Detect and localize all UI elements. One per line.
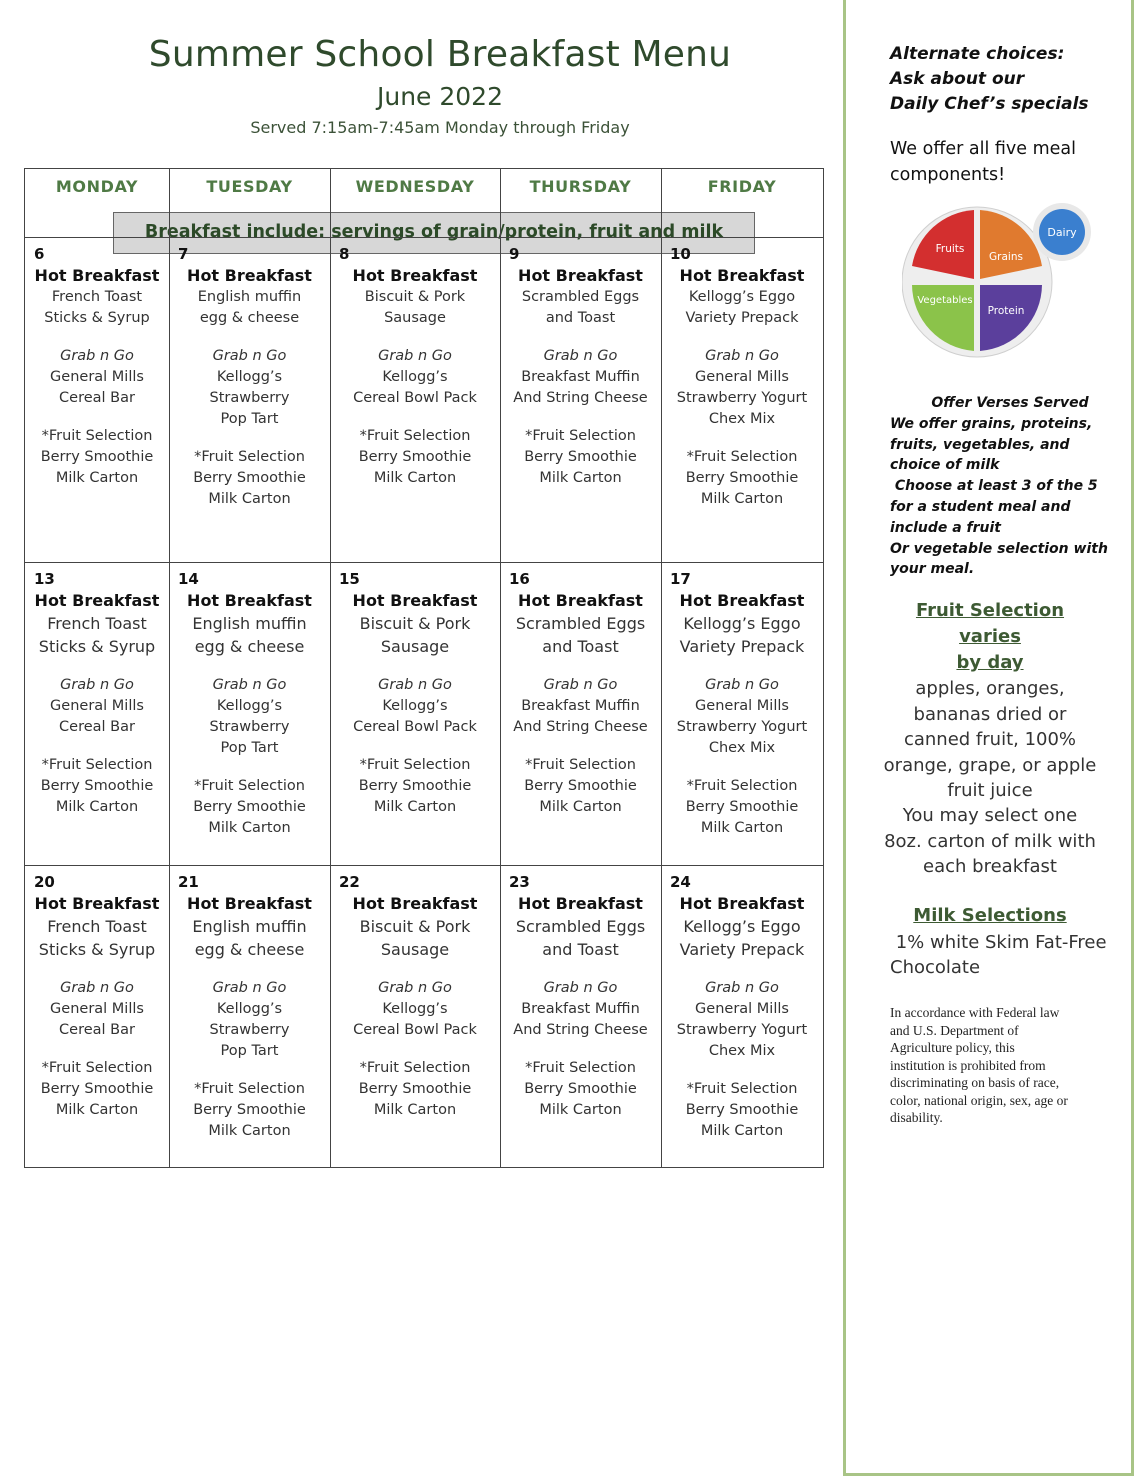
extra-item: Milk Carton bbox=[55, 799, 139, 815]
hot-item: English muffin bbox=[192, 614, 307, 633]
nondiscrimination-statement bbox=[890, 1004, 1102, 1127]
legal-line: Agriculture policy, this bbox=[890, 1040, 1015, 1055]
grab-item: Kellogg’s bbox=[216, 698, 283, 714]
spacer bbox=[330, 658, 500, 675]
date-number: 9 bbox=[509, 245, 520, 263]
extra-item: *Fruit Selection bbox=[41, 757, 153, 773]
hot-breakfast-label: Hot Breakfast bbox=[679, 894, 805, 913]
day-menu bbox=[330, 265, 500, 489]
extra-item: Berry Smoothie bbox=[358, 449, 472, 465]
milk-line: 1% white Skim Fat-Free bbox=[890, 932, 1107, 953]
hot-item: Sausage bbox=[380, 637, 450, 656]
day-cell bbox=[330, 865, 500, 1167]
hot-item: English muffin bbox=[192, 917, 307, 936]
spacer bbox=[661, 430, 823, 447]
grab-item: Strawberry bbox=[209, 390, 290, 406]
grab-item: And String Cheese bbox=[513, 390, 648, 406]
extra-item: Berry Smoothie bbox=[40, 449, 154, 465]
extra-item: Milk Carton bbox=[208, 820, 291, 836]
extra-item: *Fruit Selection bbox=[359, 428, 471, 444]
protein-label: Protein bbox=[987, 305, 1025, 317]
menu-month: June 2022 bbox=[376, 82, 503, 111]
day-header-tuesday: TUESDAY bbox=[206, 177, 293, 196]
day-cell bbox=[661, 237, 823, 562]
day-menu bbox=[25, 893, 169, 1121]
milk-selections-list bbox=[890, 930, 1110, 980]
spacer bbox=[25, 658, 169, 675]
milk-note-line: each breakfast bbox=[923, 856, 1057, 877]
day-menu bbox=[500, 265, 661, 489]
extra-item: Milk Carton bbox=[700, 491, 784, 507]
extra-item: Berry Smoothie bbox=[358, 1081, 472, 1097]
extra-item: Berry Smoothie bbox=[685, 799, 799, 815]
hot-item: French Toast bbox=[51, 289, 143, 305]
grab-item: General Mills bbox=[695, 369, 789, 385]
grab-item: Breakfast Muffin bbox=[521, 1001, 640, 1017]
extra-item: Berry Smoothie bbox=[358, 778, 472, 794]
grab-n-go-label: Grab n Go bbox=[705, 980, 779, 996]
date-number: 20 bbox=[34, 873, 55, 891]
spacer bbox=[25, 961, 169, 978]
spacer bbox=[500, 738, 661, 755]
day-menu bbox=[169, 265, 330, 510]
hot-item: Kellogg’s Eggo bbox=[683, 614, 801, 633]
legal-line: institution is prohibited from bbox=[890, 1057, 1046, 1073]
ovs-line: We offer grains, proteins, bbox=[890, 415, 1093, 432]
fruit-line: bananas dried or bbox=[913, 703, 1067, 725]
day-menu bbox=[661, 590, 823, 839]
day-menu bbox=[25, 265, 169, 489]
grab-item: Cereal Bowl Pack bbox=[353, 1022, 477, 1038]
spacer bbox=[500, 409, 661, 426]
grab-item: Pop Tart bbox=[220, 740, 279, 756]
day-cell bbox=[661, 865, 823, 1167]
extra-item: Milk Carton bbox=[373, 1102, 457, 1118]
spacer bbox=[330, 738, 500, 755]
hot-item: Biscuit & Pork bbox=[364, 289, 466, 305]
offer-line: We offer all five meal bbox=[890, 139, 1077, 159]
extra-item: Berry Smoothie bbox=[685, 470, 799, 486]
day-cell bbox=[25, 237, 169, 562]
extra-item: *Fruit Selection bbox=[194, 778, 305, 794]
hot-item: egg & cheese bbox=[194, 637, 305, 656]
grab-item: General Mills bbox=[50, 1001, 144, 1017]
grab-item: Cereal Bar bbox=[59, 390, 135, 406]
grab-item: And String Cheese bbox=[513, 1022, 648, 1038]
grab-n-go-label: Grab n Go bbox=[60, 980, 134, 996]
spacer bbox=[169, 1062, 330, 1079]
fruit-line: canned fruit, 100% bbox=[903, 729, 1077, 750]
grab-n-go-label: Grab n Go bbox=[212, 980, 287, 996]
grab-n-go-label: Grab n Go bbox=[543, 677, 618, 693]
fruit-line: apples, oranges, bbox=[915, 678, 1065, 699]
extra-item: Milk Carton bbox=[700, 1123, 784, 1139]
day-menu bbox=[169, 590, 330, 839]
extra-item: *Fruit Selection bbox=[525, 1060, 636, 1076]
day-cell bbox=[500, 237, 661, 562]
grab-item: Cereal Bar bbox=[59, 1022, 135, 1038]
spacer bbox=[169, 329, 330, 346]
extra-item: *Fruit Selection bbox=[359, 757, 471, 773]
date-number: 21 bbox=[178, 873, 199, 891]
day-menu bbox=[500, 590, 661, 818]
milk-note-line: 8oz. carton of milk with bbox=[884, 830, 1096, 852]
hot-item: Variety Prepack bbox=[679, 940, 805, 959]
grab-n-go-label: Grab n Go bbox=[378, 348, 452, 364]
ovs-line: Or vegetable selection with bbox=[890, 540, 1108, 557]
milk-selections-heading: Milk Selections bbox=[913, 905, 1067, 926]
grab-item: Breakfast Muffin bbox=[521, 369, 640, 385]
alt-line: Ask about our bbox=[890, 69, 1025, 89]
extra-item: Berry Smoothie bbox=[193, 799, 306, 815]
extra-item: Berry Smoothie bbox=[193, 470, 306, 486]
day-menu bbox=[661, 265, 823, 510]
hot-breakfast-label: Hot Breakfast bbox=[352, 266, 478, 285]
legal-line: disability. bbox=[890, 1110, 943, 1125]
hot-breakfast-label: Hot Breakfast bbox=[518, 591, 643, 610]
hot-breakfast-label: Hot Breakfast bbox=[187, 266, 312, 285]
ovs-line: choice of milk bbox=[890, 457, 1000, 474]
spacer bbox=[25, 1041, 169, 1058]
grab-item: Chex Mix bbox=[708, 411, 776, 427]
day-menu bbox=[169, 893, 330, 1142]
grab-n-go-label: Grab n Go bbox=[543, 980, 618, 996]
ovs-line: for a student meal and bbox=[890, 498, 1071, 515]
spacer bbox=[661, 329, 823, 346]
spacer bbox=[25, 409, 169, 426]
legal-line: discriminating on basis of race, bbox=[890, 1075, 1060, 1090]
hot-breakfast-label: Hot Breakfast bbox=[679, 266, 805, 285]
hot-item: Sticks & Syrup bbox=[38, 637, 156, 656]
spacer bbox=[500, 961, 661, 978]
spacer bbox=[661, 759, 823, 776]
hot-item: Biscuit & Pork bbox=[359, 917, 471, 936]
grab-n-go-label: Grab n Go bbox=[378, 677, 452, 693]
extra-item: Berry Smoothie bbox=[193, 1102, 306, 1118]
hot-item: Scrambled Eggs bbox=[521, 289, 640, 305]
dairy-label: Dairy bbox=[1047, 226, 1077, 239]
day-menu bbox=[500, 893, 661, 1121]
date-number: 8 bbox=[339, 245, 350, 263]
milk-selections-heading-wrap bbox=[884, 903, 1096, 929]
extra-item: Milk Carton bbox=[539, 799, 622, 815]
extra-item: *Fruit Selection bbox=[686, 1081, 798, 1097]
grab-item: Cereal Bowl Pack bbox=[353, 719, 477, 735]
menu-title: Summer School Breakfast Menu bbox=[148, 34, 732, 75]
legal-line: color, national origin, sex, age or bbox=[890, 1092, 1068, 1108]
grab-item: Kellogg’s bbox=[382, 698, 448, 714]
hot-item: Sausage bbox=[380, 940, 450, 959]
spacer bbox=[661, 1062, 823, 1079]
grab-n-go-label: Grab n Go bbox=[212, 348, 287, 364]
day-header-monday: MONDAY bbox=[55, 177, 139, 196]
day-menu bbox=[661, 893, 823, 1142]
spacer bbox=[661, 961, 823, 978]
day-header-wednesday: WEDNESDAY bbox=[355, 177, 475, 196]
extra-item: *Fruit Selection bbox=[41, 1060, 153, 1076]
grab-item: Strawberry Yogurt bbox=[676, 1022, 808, 1038]
fruit-heading: Fruit Selection varies bbox=[915, 600, 1065, 647]
grab-n-go-label: Grab n Go bbox=[378, 980, 452, 996]
grab-n-go-label: Grab n Go bbox=[543, 348, 618, 364]
spacer bbox=[330, 961, 500, 978]
hot-item: Sausage bbox=[384, 310, 446, 326]
spacer bbox=[169, 430, 330, 447]
date-number: 24 bbox=[670, 873, 691, 891]
spacer bbox=[500, 1041, 661, 1058]
spacer bbox=[169, 961, 330, 978]
fruit-line: orange, grape, or apple bbox=[883, 754, 1097, 776]
extra-item: *Fruit Selection bbox=[359, 1060, 471, 1076]
legal-line: and U.S. Department of bbox=[890, 1022, 1019, 1038]
day-cell bbox=[169, 865, 330, 1167]
hot-breakfast-label: Hot Breakfast bbox=[187, 591, 312, 610]
hot-breakfast-label: Hot Breakfast bbox=[352, 894, 478, 913]
grab-item: Cereal Bowl Pack bbox=[353, 390, 477, 406]
ovs-title: Offer Verses Served bbox=[931, 395, 1089, 411]
day-menu bbox=[25, 590, 169, 818]
extra-item: *Fruit Selection bbox=[194, 449, 305, 465]
hot-item: and Toast bbox=[542, 637, 619, 656]
grab-item: Pop Tart bbox=[220, 411, 279, 427]
calendar-grid bbox=[24, 168, 824, 1168]
milk-note-line: You may select one bbox=[902, 805, 1078, 826]
spacer bbox=[25, 738, 169, 755]
grab-n-go-label: Grab n Go bbox=[705, 348, 779, 364]
grab-item: General Mills bbox=[695, 698, 789, 714]
grab-item: Breakfast Muffin bbox=[521, 698, 640, 714]
grab-item: Kellogg’s bbox=[382, 369, 448, 385]
extra-item: Berry Smoothie bbox=[524, 1081, 637, 1097]
fruits-label: Fruits bbox=[935, 243, 965, 255]
hot-item: egg & cheese bbox=[199, 310, 300, 326]
extra-item: Berry Smoothie bbox=[524, 449, 637, 465]
date-number: 6 bbox=[34, 245, 45, 263]
grab-item: General Mills bbox=[50, 698, 144, 714]
extra-item: Milk Carton bbox=[373, 470, 457, 486]
extra-item: Milk Carton bbox=[539, 1102, 622, 1118]
plate-rim bbox=[902, 207, 1052, 357]
grab-n-go-label: Grab n Go bbox=[60, 348, 134, 364]
extra-item: Milk Carton bbox=[539, 470, 622, 486]
date-number: 23 bbox=[509, 873, 530, 891]
hot-item: egg & cheese bbox=[194, 940, 305, 959]
hot-item: Biscuit & Pork bbox=[359, 614, 471, 633]
meal-components-note bbox=[890, 136, 1076, 188]
alt-line: Daily Chef’s specials bbox=[890, 94, 1089, 114]
grains-label: Grains bbox=[989, 251, 1023, 263]
grab-item: General Mills bbox=[50, 369, 144, 385]
day-menu bbox=[330, 893, 500, 1121]
hot-breakfast-label: Hot Breakfast bbox=[34, 591, 160, 610]
spacer bbox=[330, 409, 500, 426]
fruit-line: fruit juice bbox=[947, 780, 1033, 801]
day-menu bbox=[330, 590, 500, 818]
spacer bbox=[330, 1041, 500, 1058]
day-cell bbox=[500, 562, 661, 865]
grab-n-go-label: Grab n Go bbox=[705, 677, 779, 693]
day-cell bbox=[661, 562, 823, 865]
spacer bbox=[500, 658, 661, 675]
ovs-line: your meal. bbox=[890, 561, 975, 578]
extra-item: Milk Carton bbox=[55, 1102, 139, 1118]
day-cell bbox=[25, 865, 169, 1167]
hot-item: and Toast bbox=[545, 310, 616, 326]
extra-item: *Fruit Selection bbox=[686, 778, 798, 794]
date-number: 17 bbox=[670, 570, 691, 588]
grab-item: Kellogg’s bbox=[216, 1001, 283, 1017]
date-number: 22 bbox=[339, 873, 360, 891]
date-number: 14 bbox=[178, 570, 199, 588]
offer-vs-served-note bbox=[890, 393, 1130, 580]
fruit-heading: by day bbox=[956, 652, 1024, 673]
grab-n-go-label: Grab n Go bbox=[60, 677, 134, 693]
grab-item: Chex Mix bbox=[708, 740, 776, 756]
alternate-choices-note bbox=[890, 42, 1089, 117]
alt-line: Alternate choices: bbox=[890, 44, 1065, 64]
hot-item: Sticks & Syrup bbox=[38, 940, 156, 959]
grab-item: Strawberry Yogurt bbox=[676, 390, 808, 406]
hot-item: French Toast bbox=[47, 614, 147, 633]
extra-item: Milk Carton bbox=[55, 470, 139, 486]
hot-item: Variety Prepack bbox=[679, 637, 805, 656]
serving-hours: Served 7:15am-7:45am Monday through Friday bbox=[250, 118, 630, 137]
legal-line: In accordance with Federal law bbox=[890, 1005, 1060, 1020]
hot-item: Variety Prepack bbox=[685, 310, 799, 326]
hot-item: Scrambled Eggs bbox=[515, 614, 646, 633]
spacer bbox=[169, 658, 330, 675]
vegetables-label: Vegetables bbox=[917, 295, 973, 306]
date-number: 15 bbox=[339, 570, 360, 588]
hot-breakfast-label: Hot Breakfast bbox=[187, 894, 312, 913]
extra-item: Berry Smoothie bbox=[685, 1102, 799, 1118]
hot-breakfast-label: Hot Breakfast bbox=[518, 266, 643, 285]
spacer bbox=[25, 329, 169, 346]
offer-line: components! bbox=[890, 165, 1006, 185]
date-number: 10 bbox=[670, 245, 691, 263]
extra-item: *Fruit Selection bbox=[194, 1081, 305, 1097]
day-header-thursday: THURSDAY bbox=[529, 177, 632, 196]
hot-item: English muffin bbox=[197, 289, 302, 305]
hot-item: Kellogg’s Eggo bbox=[688, 289, 796, 305]
date-number: 7 bbox=[178, 245, 189, 263]
extra-item: Berry Smoothie bbox=[40, 778, 154, 794]
hot-breakfast-label: Hot Breakfast bbox=[679, 591, 805, 610]
hot-breakfast-label: Hot Breakfast bbox=[518, 894, 643, 913]
day-cell bbox=[330, 237, 500, 562]
day-cell bbox=[500, 865, 661, 1167]
spacer bbox=[330, 329, 500, 346]
day-cell bbox=[169, 237, 330, 562]
extra-item: Berry Smoothie bbox=[40, 1081, 154, 1097]
grab-item: Strawberry bbox=[209, 719, 290, 735]
date-number: 13 bbox=[34, 570, 55, 588]
day-cell bbox=[169, 562, 330, 865]
extra-item: Milk Carton bbox=[208, 491, 291, 507]
extra-item: *Fruit Selection bbox=[525, 757, 636, 773]
grab-item: Strawberry bbox=[209, 1022, 290, 1038]
extra-item: Milk Carton bbox=[700, 820, 784, 836]
extra-item: *Fruit Selection bbox=[41, 428, 153, 444]
extra-item: Berry Smoothie bbox=[524, 778, 637, 794]
info-sidebar bbox=[843, 0, 1134, 1476]
grab-item: And String Cheese bbox=[513, 719, 648, 735]
day-header-friday: FRIDAY bbox=[707, 177, 777, 196]
myplate-graphic bbox=[902, 194, 1092, 360]
hot-item: Scrambled Eggs bbox=[515, 917, 646, 936]
fruit-selection-note bbox=[884, 598, 1096, 804]
extra-item: *Fruit Selection bbox=[525, 428, 636, 444]
breakfast-requirements-banner: Breakfast include: servings of grain/protein, fruit and milk bbox=[113, 212, 755, 254]
hot-breakfast-label: Hot Breakfast bbox=[34, 894, 160, 913]
milk-carton-note bbox=[884, 803, 1096, 880]
spacer bbox=[169, 759, 330, 776]
hot-item: French Toast bbox=[47, 917, 147, 936]
spacer bbox=[661, 658, 823, 675]
grab-item: Kellogg’s bbox=[216, 369, 283, 385]
date-number: 16 bbox=[509, 570, 530, 588]
grab-item: Strawberry Yogurt bbox=[676, 719, 808, 735]
ovs-line: Choose at least 3 of the 5 bbox=[890, 478, 1098, 495]
ovs-line: include a fruit bbox=[890, 519, 1001, 536]
extra-item: *Fruit Selection bbox=[686, 449, 798, 465]
grab-item: Pop Tart bbox=[220, 1043, 279, 1059]
hot-breakfast-label: Hot Breakfast bbox=[34, 266, 160, 285]
hot-breakfast-label: Hot Breakfast bbox=[352, 591, 478, 610]
day-cell bbox=[330, 562, 500, 865]
day-cell bbox=[25, 562, 169, 865]
grab-item: Chex Mix bbox=[708, 1043, 776, 1059]
grab-item: Cereal Bar bbox=[59, 719, 135, 735]
hot-item: and Toast bbox=[542, 940, 619, 959]
ovs-line: fruits, vegetables, and bbox=[890, 436, 1070, 453]
extra-item: Milk Carton bbox=[373, 799, 457, 815]
milk-line: Chocolate bbox=[890, 957, 981, 978]
hot-item: Kellogg’s Eggo bbox=[683, 917, 801, 936]
grab-item: General Mills bbox=[695, 1001, 789, 1017]
grab-item: Kellogg’s bbox=[382, 1001, 448, 1017]
hot-item: Sticks & Syrup bbox=[44, 310, 150, 326]
extra-item: Milk Carton bbox=[208, 1123, 291, 1139]
grab-n-go-label: Grab n Go bbox=[212, 677, 287, 693]
spacer bbox=[500, 329, 661, 346]
